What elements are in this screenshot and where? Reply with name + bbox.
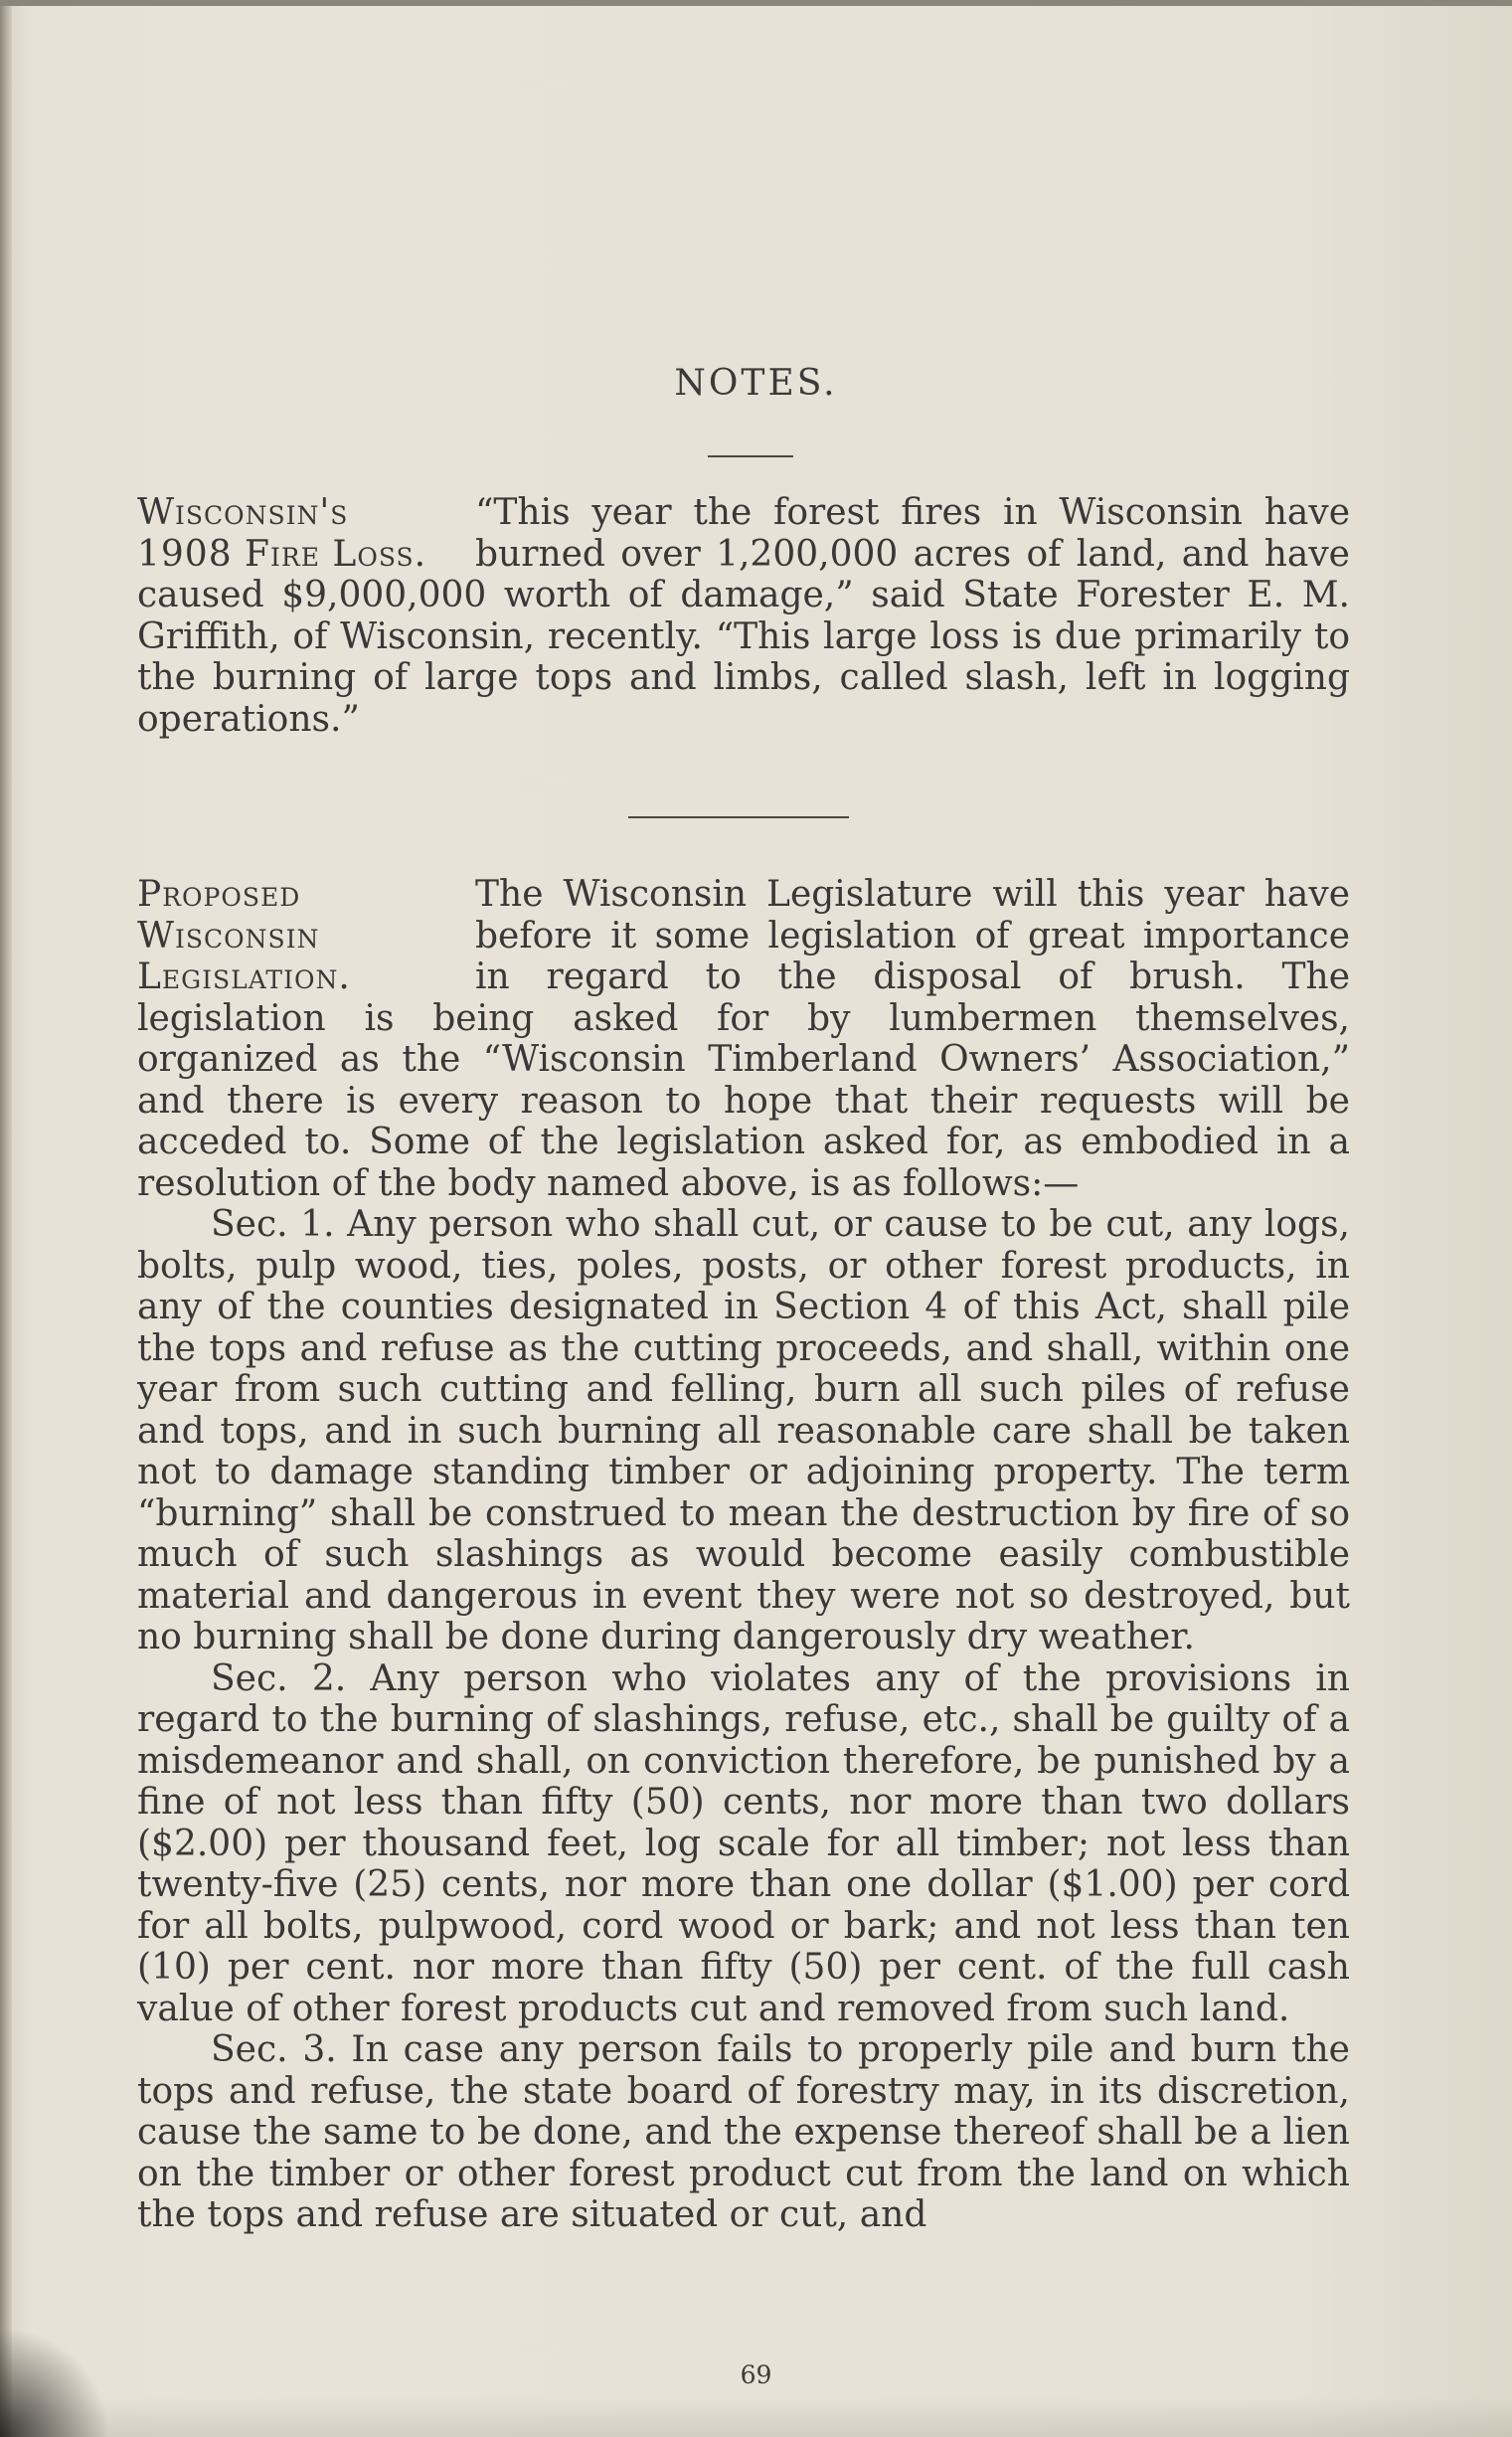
page-heading: NOTES. xyxy=(674,363,838,404)
side-heading xyxy=(137,492,475,575)
page-number: 69 xyxy=(740,2360,772,2389)
side-heading-line: Wisconsin's xyxy=(137,492,349,533)
note-proposed-legislation xyxy=(137,874,1350,2236)
side-heading-line: Proposed xyxy=(137,874,301,915)
section-3-paragraph: Sec. 3. In case any person fails to properly pile and burn the tops and refuse, the state board of forestry may, in its discretion, cause the same to be done, and the expense thereof shall be a lien on the timber or other forest product cut from the land on which the tops and refuse are situated or cut, and xyxy=(137,2029,1350,2235)
side-heading-line: Legislation. xyxy=(137,957,351,997)
section-divider xyxy=(628,816,849,818)
page-bottom-shadow xyxy=(0,2397,1512,2437)
side-heading xyxy=(137,874,475,998)
page-top-edge xyxy=(0,0,1512,6)
note-paragraph: “This year the forest fires in Wisconsin have burned over 1,200,000 acres of land, and have caused $9,000,000 worth of damage,” said State Forester E. M. Griffith, of Wisconsin, recently. “This large loss is due primarily to the burning of large tops and limbs, called slash, left in logging operations.” xyxy=(137,492,1350,740)
section-1-paragraph: Sec. 1. Any person who shall cut, or cause to be cut, any logs, bolts, pulp wood, ties, poles, posts, or other forest products, in any of the counties designated in Section 4 of this Act, shall pile the tops and refuse as the cutting proceeds, and shall, within one year from such cutting and felling, burn all such piles of refuse and tops, and in such burning all reasonable care shall be taken not to damage standing timber or adjoining property. The term “burning” shall be construed to mean the destruction by fire of so much of such slashings as would become easily combustible material and dangerous in event they were not so destroyed, but no burning shall be done during dangerously dry weather. xyxy=(137,1204,1350,1657)
note-wisconsin-fire-loss xyxy=(137,492,1350,740)
section-2-paragraph: Sec. 2. Any person who violates any of the provisions in regard to the burning of slashings, refuse, etc., shall be guilty of a misdemeanor and shall, on conviction therefore, be punished by a fine of not less than fifty (50) cents, nor more than two dollars ($2.00) per thousand feet, log scale for all timber; not less than twenty-five (25) cents, nor more than one dollar ($1.00) per cord for all bolts, pulpwood, cord wood or bark; and not less than ten (10) per cent. nor more than fifty (50) per cent. of the full cash value of other forest products cut and removed from such land. xyxy=(137,1657,1350,2029)
side-heading-line: Wisconsin xyxy=(137,915,320,957)
heading-divider xyxy=(708,455,793,457)
note-paragraph: The Wisconsin Legislature will this year have before it some legislation of great importance in regard to the disposal of brush. The legislation is being asked for by lumbermen themselves, organized as the “Wisconsin Timberland Owners’ Association,” and there is every reason to hope that their requests will be acceded to. Some of the legislation asked for, as embodied in a resolution of the body named above, is as follows:— xyxy=(137,874,1350,1204)
side-heading-line: 1908 Fire Loss. xyxy=(137,533,427,575)
